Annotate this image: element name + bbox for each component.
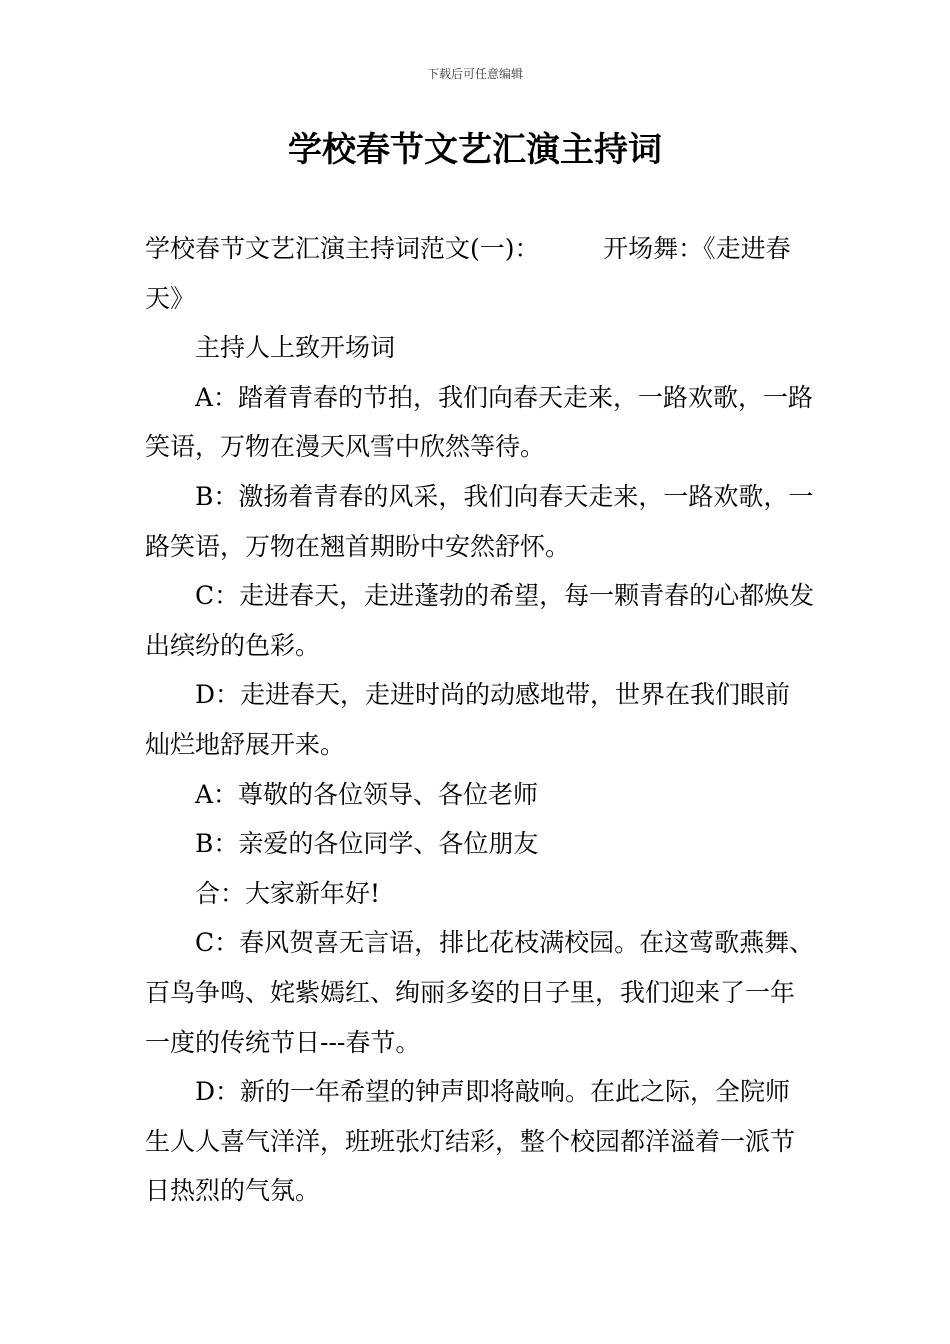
paragraph-intro: 学校春节文艺汇演主持词范文(一)： 开场舞：《走进春天》 — [145, 234, 791, 313]
document-title: 学校春节文艺汇演主持词 — [288, 130, 662, 170]
paragraph: B：激扬着青春的风采，我们向春天走来，一路欢歌，一路笑语，万物在翘首期盼中安然舒怀。 — [145, 481, 814, 561]
paragraph: C：春风贺喜无言语，排比花枝满校园。在这莺歌燕舞、百鸟争鸣、姹紫嫣红、绚丽多姿的日子里，我们迎来了一年一度的传统节日---春节。 — [145, 928, 815, 1057]
paragraph: D：走进春天，走进时尚的动感地带，世界在我们眼前灿烂地舒展开来。 — [145, 680, 791, 759]
paragraph: C：走进春天，走进蓬勃的希望，每一颗青春的心都焕发出缤纷的色彩。 — [145, 581, 815, 660]
paragraph: A：踏着青春的节拍，我们向春天走来，一路欢歌，一路笑语，万物在漫天风雪中欣然等待。 — [145, 382, 814, 462]
paragraph: 主持人上致开场词 — [195, 333, 396, 363]
paragraph: 合：大家新年好! — [195, 878, 381, 908]
header-note: 下载后可任意编辑 — [426, 67, 523, 81]
paragraph: B：亲爱的各位同学、各位朋友 — [195, 829, 539, 859]
paragraph: D：新的一年希望的钟声即将敲响。在此之际，全院师生人人喜气洋洋，班班张灯结彩，整个校园都洋溢着一派节日热烈的气氛。 — [145, 1077, 796, 1206]
paragraph: A：尊敬的各位领导、各位老师 — [195, 779, 539, 809]
document-body — [145, 224, 815, 1216]
